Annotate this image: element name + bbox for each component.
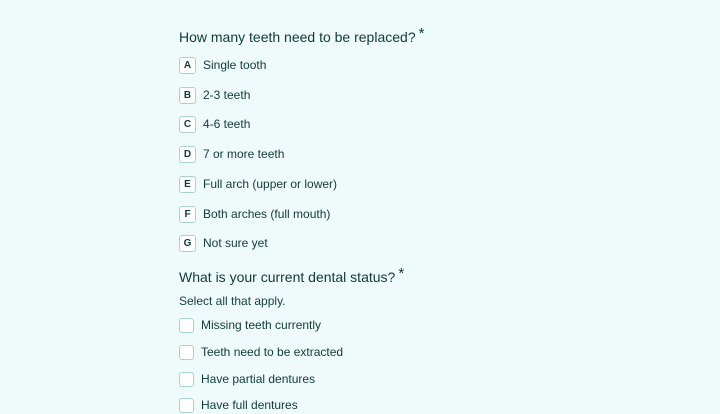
question-title-text: What is your current dental status? [179, 269, 396, 285]
question-hint: Select all that apply. [179, 294, 286, 308]
required-asterisk: * [398, 265, 405, 282]
checkbox-label: Have full dentures [201, 398, 298, 412]
checkbox-label: Teeth need to be extracted [201, 345, 344, 359]
checkbox-label: Missing teeth currently [201, 318, 322, 332]
choice-key-badge: D [179, 146, 196, 163]
choice-option-c[interactable] [179, 114, 250, 134]
choice-key-badge: F [179, 206, 196, 223]
choice-option-d[interactable] [179, 144, 284, 164]
choice-label: 7 or more teeth [203, 147, 285, 161]
question-title-dental-status [179, 265, 405, 287]
checkbox[interactable] [179, 318, 194, 333]
choice-key-badge: B [179, 87, 196, 104]
checkbox-option-extraction[interactable] [179, 343, 343, 361]
choice-label: Full arch (upper or lower) [203, 177, 338, 191]
question-title-text: How many teeth need to be replaced? [179, 29, 416, 45]
checkbox[interactable] [179, 345, 194, 360]
required-asterisk: * [418, 25, 425, 42]
choice-option-a[interactable] [179, 55, 266, 75]
checkbox-option-full-dentures[interactable] [179, 396, 298, 414]
choice-option-f[interactable] [179, 204, 330, 224]
checkbox-option-missing-teeth[interactable] [179, 316, 321, 334]
choice-option-b[interactable] [179, 85, 250, 105]
choice-label: 2-3 teeth [203, 88, 251, 102]
choice-key-badge: C [179, 116, 196, 133]
choice-label: Both arches (full mouth) [203, 207, 331, 221]
choice-key-badge: E [179, 176, 196, 193]
checkbox[interactable] [179, 372, 194, 387]
choice-key-badge: A [179, 57, 196, 74]
choice-option-g[interactable] [179, 233, 268, 253]
choice-label: 4-6 teeth [203, 117, 251, 131]
question-title-teeth-count [179, 25, 425, 47]
choice-label: Single tooth [203, 58, 267, 72]
choice-key-badge: G [179, 235, 196, 252]
choice-option-e[interactable] [179, 174, 337, 194]
checkbox-option-partial-dentures[interactable] [179, 370, 315, 388]
choice-label: Not sure yet [203, 236, 268, 250]
checkbox[interactable] [179, 398, 194, 413]
checkbox-label: Have partial dentures [201, 372, 316, 386]
